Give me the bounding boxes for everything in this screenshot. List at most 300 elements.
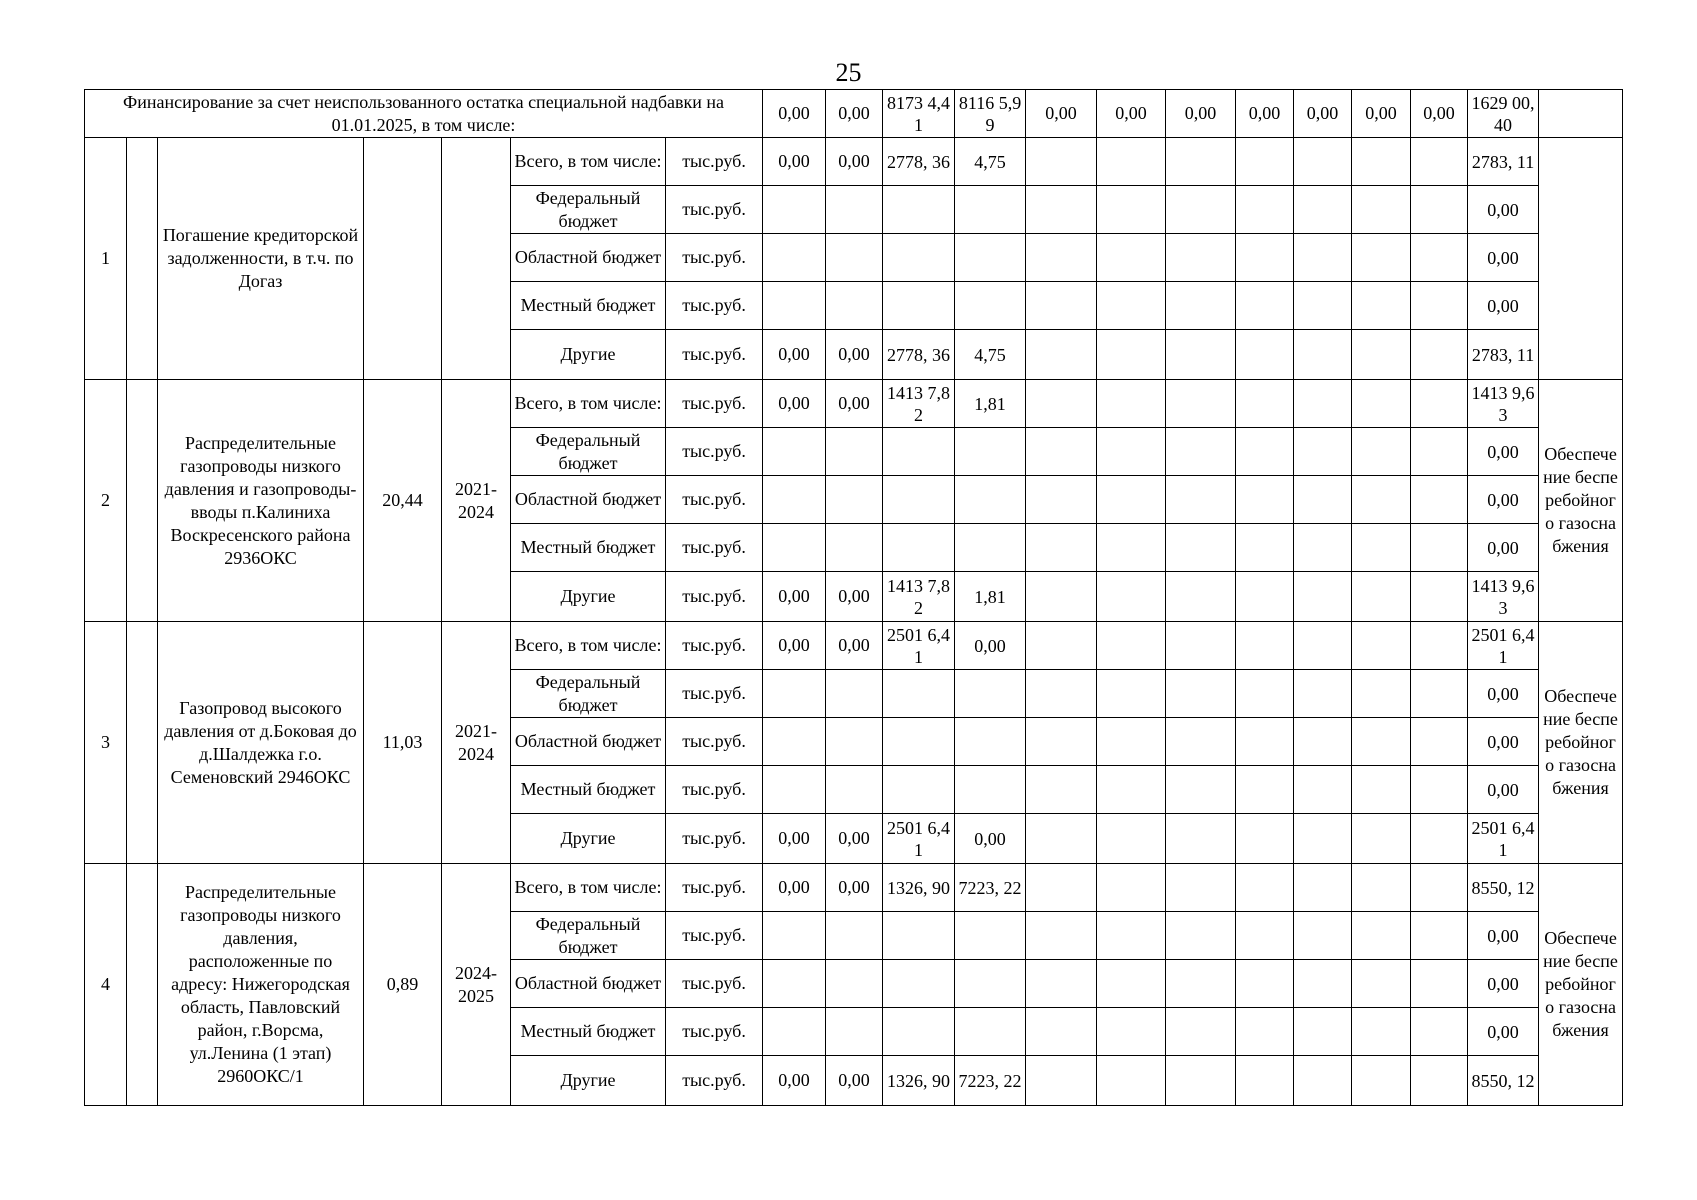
unit-cell: тыс.руб. xyxy=(666,1056,763,1106)
funding-source: Всего, в том числе: xyxy=(511,622,666,670)
empty-value-cell xyxy=(1294,1056,1352,1106)
empty-value-cell xyxy=(1411,572,1468,622)
unit-cell: тыс.руб. xyxy=(666,766,763,814)
empty-value-cell xyxy=(1294,622,1352,670)
value-cell xyxy=(883,428,955,476)
value-cell xyxy=(763,524,826,572)
empty-value-cell xyxy=(1411,766,1468,814)
empty-value-cell xyxy=(1097,814,1166,864)
value-cell xyxy=(883,1008,955,1056)
empty-value-cell xyxy=(1411,282,1468,330)
empty-value-cell xyxy=(1294,476,1352,524)
value-cell: 0,00 xyxy=(763,814,826,864)
project-period: 2024-2025 xyxy=(442,864,511,1106)
value-cell: 0,00 xyxy=(826,864,883,912)
value-cell xyxy=(763,186,826,234)
value-cell: 1,81 xyxy=(955,380,1026,428)
empty-value-cell xyxy=(1236,572,1294,622)
value-cell xyxy=(763,1008,826,1056)
empty-value-cell xyxy=(1166,138,1236,186)
empty-value-cell xyxy=(1236,912,1294,960)
project-period: 2021-2024 xyxy=(442,380,511,622)
empty-value-cell xyxy=(1352,814,1411,864)
empty-value-cell xyxy=(1026,234,1097,282)
empty-value-cell xyxy=(1166,234,1236,282)
project-period xyxy=(442,138,511,380)
empty-value-cell xyxy=(1236,186,1294,234)
empty-value-cell xyxy=(1411,186,1468,234)
value-cell: 1413 7,82 xyxy=(883,572,955,622)
empty-value-cell xyxy=(1236,330,1294,380)
summary-value: 8173 4,41 xyxy=(883,90,955,138)
unit-cell: тыс.руб. xyxy=(666,670,763,718)
empty-value-cell xyxy=(1236,718,1294,766)
value-cell: 0,00 xyxy=(955,622,1026,670)
table-row xyxy=(85,622,1623,670)
value-cell: 0,00 xyxy=(826,330,883,380)
value-cell xyxy=(826,476,883,524)
empty-value-cell xyxy=(1026,186,1097,234)
total-cell: 2501 6,41 xyxy=(1468,622,1539,670)
funding-source: Другие xyxy=(511,1056,666,1106)
empty-value-cell xyxy=(1026,380,1097,428)
value-cell: 0,00 xyxy=(826,572,883,622)
empty-value-cell xyxy=(1411,234,1468,282)
summary-value: 0,00 xyxy=(1026,90,1097,138)
total-cell: 1413 9,63 xyxy=(1468,380,1539,428)
table-row xyxy=(85,864,1623,912)
empty-value-cell xyxy=(1352,960,1411,1008)
empty-value-cell xyxy=(1411,670,1468,718)
unit-cell: тыс.руб. xyxy=(666,380,763,428)
funding-source: Областной бюджет xyxy=(511,718,666,766)
empty-value-cell xyxy=(1166,186,1236,234)
empty-value-cell xyxy=(1097,476,1166,524)
empty-value-cell xyxy=(1026,864,1097,912)
empty-value-cell xyxy=(1026,1008,1097,1056)
empty-value-cell xyxy=(1236,282,1294,330)
empty-value-cell xyxy=(1166,572,1236,622)
value-cell xyxy=(763,960,826,1008)
empty-value-cell xyxy=(1097,282,1166,330)
value-cell xyxy=(763,428,826,476)
empty-value-cell xyxy=(1352,524,1411,572)
empty-value-cell xyxy=(1097,766,1166,814)
empty-value-cell xyxy=(1352,330,1411,380)
project-purpose: Обеспечение бесперебойного газоснабжения xyxy=(1539,380,1623,622)
empty-value-cell xyxy=(1294,1008,1352,1056)
value-cell xyxy=(955,766,1026,814)
funding-source: Местный бюджет xyxy=(511,766,666,814)
value-cell xyxy=(883,912,955,960)
empty-value-cell xyxy=(1294,330,1352,380)
empty-value-cell xyxy=(1236,234,1294,282)
project-purpose: Обеспечение бесперебойного газоснабжения xyxy=(1539,622,1623,864)
summary-value: 0,00 xyxy=(1166,90,1236,138)
unit-cell: тыс.руб. xyxy=(666,622,763,670)
funding-source: Областной бюджет xyxy=(511,234,666,282)
project-purpose xyxy=(1539,138,1623,380)
total-cell: 0,00 xyxy=(1468,428,1539,476)
value-cell xyxy=(763,476,826,524)
empty-value-cell xyxy=(1294,670,1352,718)
funding-source: Другие xyxy=(511,572,666,622)
funding-source: Всего, в том числе: xyxy=(511,380,666,428)
empty-value-cell xyxy=(1352,380,1411,428)
empty-value-cell xyxy=(1026,814,1097,864)
value-cell xyxy=(883,670,955,718)
empty-value-cell xyxy=(1294,766,1352,814)
empty-value-cell xyxy=(1026,524,1097,572)
empty-value-cell xyxy=(1166,380,1236,428)
project-period: 2021-2024 xyxy=(442,622,511,864)
total-cell: 0,00 xyxy=(1468,1008,1539,1056)
empty-value-cell xyxy=(1097,718,1166,766)
empty-value-cell xyxy=(1294,912,1352,960)
value-cell: 1413 7,82 xyxy=(883,380,955,428)
summary-row xyxy=(85,90,1623,138)
summary-purpose xyxy=(1539,90,1623,138)
value-cell: 2501 6,41 xyxy=(883,622,955,670)
empty-value-cell xyxy=(1097,622,1166,670)
project-length xyxy=(364,138,442,380)
table-row xyxy=(85,138,1623,186)
value-cell xyxy=(826,1008,883,1056)
empty-value-cell xyxy=(1411,622,1468,670)
empty-value-cell xyxy=(1294,814,1352,864)
empty-value-cell xyxy=(1294,524,1352,572)
unit-cell: тыс.руб. xyxy=(666,428,763,476)
value-cell xyxy=(883,282,955,330)
empty-value-cell xyxy=(1294,380,1352,428)
empty-value-cell xyxy=(1352,282,1411,330)
value-cell: 0,00 xyxy=(826,814,883,864)
summary-label: Финансирование за счет неиспользованного остатка специальной надбавки на 01.01.2025, в том числе: xyxy=(85,90,763,138)
funding-source: Местный бюджет xyxy=(511,524,666,572)
total-cell: 0,00 xyxy=(1468,282,1539,330)
unit-cell: тыс.руб. xyxy=(666,476,763,524)
total-cell: 8550, 12 xyxy=(1468,864,1539,912)
total-cell: 1413 9,63 xyxy=(1468,572,1539,622)
value-cell: 0,00 xyxy=(763,864,826,912)
empty-value-cell xyxy=(1097,234,1166,282)
empty-value-cell xyxy=(1411,814,1468,864)
empty-value-cell xyxy=(1411,960,1468,1008)
empty-value-cell xyxy=(1097,960,1166,1008)
funding-source: Всего, в том числе: xyxy=(511,138,666,186)
value-cell xyxy=(955,960,1026,1008)
summary-value: 0,00 xyxy=(1097,90,1166,138)
value-cell xyxy=(826,960,883,1008)
value-cell xyxy=(883,234,955,282)
empty-value-cell xyxy=(1352,670,1411,718)
value-cell: 1326, 90 xyxy=(883,1056,955,1106)
value-cell xyxy=(883,960,955,1008)
empty-value-cell xyxy=(1097,912,1166,960)
value-cell: 0,00 xyxy=(826,380,883,428)
unit-cell: тыс.руб. xyxy=(666,864,763,912)
project-empty-cell xyxy=(127,622,158,864)
empty-value-cell xyxy=(1166,766,1236,814)
value-cell xyxy=(826,186,883,234)
empty-value-cell xyxy=(1026,766,1097,814)
empty-value-cell xyxy=(1166,1008,1236,1056)
funding-source: Федеральный бюджет xyxy=(511,912,666,960)
value-cell: 1,81 xyxy=(955,572,1026,622)
empty-value-cell xyxy=(1097,670,1166,718)
table-row xyxy=(85,380,1623,428)
value-cell xyxy=(955,670,1026,718)
project-name: Газопровод высокого давления от д.Боковая до д.Шалдежка г.о. Семеновский 2946ОКС xyxy=(158,622,364,864)
project-name: Погашение кредиторской задолженности, в т.ч. по Догаз xyxy=(158,138,364,380)
value-cell xyxy=(826,524,883,572)
empty-value-cell xyxy=(1236,1056,1294,1106)
empty-value-cell xyxy=(1026,912,1097,960)
empty-value-cell xyxy=(1236,670,1294,718)
value-cell: 1326, 90 xyxy=(883,864,955,912)
value-cell xyxy=(763,766,826,814)
empty-value-cell xyxy=(1352,912,1411,960)
summary-total: 1629 00,40 xyxy=(1468,90,1539,138)
empty-value-cell xyxy=(1097,380,1166,428)
empty-value-cell xyxy=(1097,1056,1166,1106)
project-name: Распределительные газопроводы низкого давления, расположенные по адресу: Нижегородская область, Павловский район, г.Ворсма, ул.Ленина (1 этап) 2960ОКС/1 xyxy=(158,864,364,1106)
funding-source: Всего, в том числе: xyxy=(511,864,666,912)
unit-cell: тыс.руб. xyxy=(666,524,763,572)
unit-cell: тыс.руб. xyxy=(666,814,763,864)
empty-value-cell xyxy=(1236,380,1294,428)
project-number: 1 xyxy=(85,138,127,380)
empty-value-cell xyxy=(1166,814,1236,864)
value-cell: 0,00 xyxy=(763,572,826,622)
empty-value-cell xyxy=(1411,524,1468,572)
unit-cell: тыс.руб. xyxy=(666,960,763,1008)
empty-value-cell xyxy=(1097,138,1166,186)
empty-value-cell xyxy=(1097,186,1166,234)
value-cell: 7223, 22 xyxy=(955,864,1026,912)
value-cell xyxy=(955,186,1026,234)
empty-value-cell xyxy=(1294,718,1352,766)
unit-cell: тыс.руб. xyxy=(666,138,763,186)
empty-value-cell xyxy=(1352,476,1411,524)
empty-value-cell xyxy=(1236,428,1294,476)
value-cell xyxy=(955,1008,1026,1056)
empty-value-cell xyxy=(1166,864,1236,912)
total-cell: 2501 6,41 xyxy=(1468,814,1539,864)
value-cell: 0,00 xyxy=(763,1056,826,1106)
funding-source: Другие xyxy=(511,330,666,380)
empty-value-cell xyxy=(1026,1056,1097,1106)
empty-value-cell xyxy=(1294,282,1352,330)
empty-value-cell xyxy=(1097,428,1166,476)
total-cell: 2783, 11 xyxy=(1468,330,1539,380)
funding-source: Областной бюджет xyxy=(511,476,666,524)
value-cell xyxy=(955,282,1026,330)
summary-value: 0,00 xyxy=(826,90,883,138)
empty-value-cell xyxy=(1236,766,1294,814)
empty-value-cell xyxy=(1294,960,1352,1008)
project-empty-cell xyxy=(127,380,158,622)
summary-value: 0,00 xyxy=(1352,90,1411,138)
value-cell: 0,00 xyxy=(826,622,883,670)
project-name: Распределительные газопроводы низкого давления и газопроводы-вводы п.Калиниха Воскресенского района 2936ОКС xyxy=(158,380,364,622)
empty-value-cell xyxy=(1236,960,1294,1008)
project-number: 4 xyxy=(85,864,127,1106)
empty-value-cell xyxy=(1097,1008,1166,1056)
total-cell: 0,00 xyxy=(1468,912,1539,960)
empty-value-cell xyxy=(1166,912,1236,960)
funding-source: Местный бюджет xyxy=(511,1008,666,1056)
empty-value-cell xyxy=(1097,330,1166,380)
total-cell: 0,00 xyxy=(1468,524,1539,572)
value-cell: 4,75 xyxy=(955,138,1026,186)
project-length: 11,03 xyxy=(364,622,442,864)
empty-value-cell xyxy=(1236,1008,1294,1056)
empty-value-cell xyxy=(1166,622,1236,670)
summary-value: 0,00 xyxy=(763,90,826,138)
value-cell xyxy=(826,766,883,814)
value-cell xyxy=(883,476,955,524)
empty-value-cell xyxy=(1026,572,1097,622)
value-cell xyxy=(826,670,883,718)
empty-value-cell xyxy=(1166,1056,1236,1106)
value-cell xyxy=(955,912,1026,960)
empty-value-cell xyxy=(1166,718,1236,766)
value-cell: 0,00 xyxy=(826,138,883,186)
value-cell: 2501 6,41 xyxy=(883,814,955,864)
value-cell xyxy=(955,476,1026,524)
summary-value: 0,00 xyxy=(1411,90,1468,138)
empty-value-cell xyxy=(1411,718,1468,766)
unit-cell: тыс.руб. xyxy=(666,912,763,960)
value-cell: 0,00 xyxy=(826,1056,883,1106)
unit-cell: тыс.руб. xyxy=(666,282,763,330)
value-cell xyxy=(826,282,883,330)
empty-value-cell xyxy=(1352,718,1411,766)
empty-value-cell xyxy=(1352,572,1411,622)
empty-value-cell xyxy=(1026,670,1097,718)
value-cell: 0,00 xyxy=(763,622,826,670)
empty-value-cell xyxy=(1166,330,1236,380)
empty-value-cell xyxy=(1411,380,1468,428)
value-cell xyxy=(763,234,826,282)
total-cell: 2783, 11 xyxy=(1468,138,1539,186)
empty-value-cell xyxy=(1097,864,1166,912)
unit-cell: тыс.руб. xyxy=(666,718,763,766)
unit-cell: тыс.руб. xyxy=(666,186,763,234)
empty-value-cell xyxy=(1026,960,1097,1008)
total-cell: 0,00 xyxy=(1468,766,1539,814)
funding-source: Местный бюджет xyxy=(511,282,666,330)
empty-value-cell xyxy=(1166,428,1236,476)
empty-value-cell xyxy=(1411,330,1468,380)
empty-value-cell xyxy=(1026,330,1097,380)
empty-value-cell xyxy=(1026,282,1097,330)
value-cell xyxy=(955,524,1026,572)
value-cell: 0,00 xyxy=(763,380,826,428)
value-cell xyxy=(826,912,883,960)
empty-value-cell xyxy=(1411,138,1468,186)
total-cell: 0,00 xyxy=(1468,670,1539,718)
funding-source: Федеральный бюджет xyxy=(511,186,666,234)
total-cell: 0,00 xyxy=(1468,718,1539,766)
empty-value-cell xyxy=(1411,476,1468,524)
empty-value-cell xyxy=(1352,1056,1411,1106)
project-empty-cell xyxy=(127,864,158,1106)
value-cell xyxy=(955,234,1026,282)
project-length: 0,89 xyxy=(364,864,442,1106)
unit-cell: тыс.руб. xyxy=(666,234,763,282)
empty-value-cell xyxy=(1026,138,1097,186)
empty-value-cell xyxy=(1097,524,1166,572)
total-cell: 0,00 xyxy=(1468,476,1539,524)
empty-value-cell xyxy=(1411,428,1468,476)
total-cell: 0,00 xyxy=(1468,960,1539,1008)
project-purpose: Обеспечение бесперебойного газоснабжения xyxy=(1539,864,1623,1106)
empty-value-cell xyxy=(1411,912,1468,960)
unit-cell: тыс.руб. xyxy=(666,572,763,622)
value-cell: 4,75 xyxy=(955,330,1026,380)
total-cell: 0,00 xyxy=(1468,234,1539,282)
empty-value-cell xyxy=(1166,282,1236,330)
page-number: 25 xyxy=(835,58,862,87)
summary-value: 0,00 xyxy=(1294,90,1352,138)
empty-value-cell xyxy=(1166,476,1236,524)
empty-value-cell xyxy=(1352,428,1411,476)
summary-value: 0,00 xyxy=(1236,90,1294,138)
value-cell: 0,00 xyxy=(763,138,826,186)
empty-value-cell xyxy=(1352,864,1411,912)
value-cell xyxy=(763,670,826,718)
empty-value-cell xyxy=(1166,524,1236,572)
empty-value-cell xyxy=(1236,814,1294,864)
empty-value-cell xyxy=(1294,864,1352,912)
value-cell: 2778, 36 xyxy=(883,138,955,186)
empty-value-cell xyxy=(1294,428,1352,476)
value-cell xyxy=(883,186,955,234)
value-cell: 2778, 36 xyxy=(883,330,955,380)
project-length: 20,44 xyxy=(364,380,442,622)
empty-value-cell xyxy=(1294,234,1352,282)
value-cell: 7223, 22 xyxy=(955,1056,1026,1106)
empty-value-cell xyxy=(1236,864,1294,912)
unit-cell: тыс.руб. xyxy=(666,1008,763,1056)
total-cell: 8550, 12 xyxy=(1468,1056,1539,1106)
total-cell: 0,00 xyxy=(1468,186,1539,234)
empty-value-cell xyxy=(1352,1008,1411,1056)
project-number: 3 xyxy=(85,622,127,864)
empty-value-cell xyxy=(1411,1056,1468,1106)
empty-value-cell xyxy=(1294,572,1352,622)
funding-source: Областной бюджет xyxy=(511,960,666,1008)
value-cell xyxy=(763,912,826,960)
value-cell xyxy=(826,234,883,282)
value-cell xyxy=(826,428,883,476)
empty-value-cell xyxy=(1411,864,1468,912)
empty-value-cell xyxy=(1026,622,1097,670)
project-empty-cell xyxy=(127,138,158,380)
empty-value-cell xyxy=(1352,622,1411,670)
financing-table xyxy=(84,89,1623,1106)
value-cell: 0,00 xyxy=(955,814,1026,864)
unit-cell: тыс.руб. xyxy=(666,330,763,380)
empty-value-cell xyxy=(1026,428,1097,476)
value-cell xyxy=(883,766,955,814)
empty-value-cell xyxy=(1097,572,1166,622)
funding-source: Федеральный бюджет xyxy=(511,428,666,476)
empty-value-cell xyxy=(1352,234,1411,282)
value-cell xyxy=(955,718,1026,766)
